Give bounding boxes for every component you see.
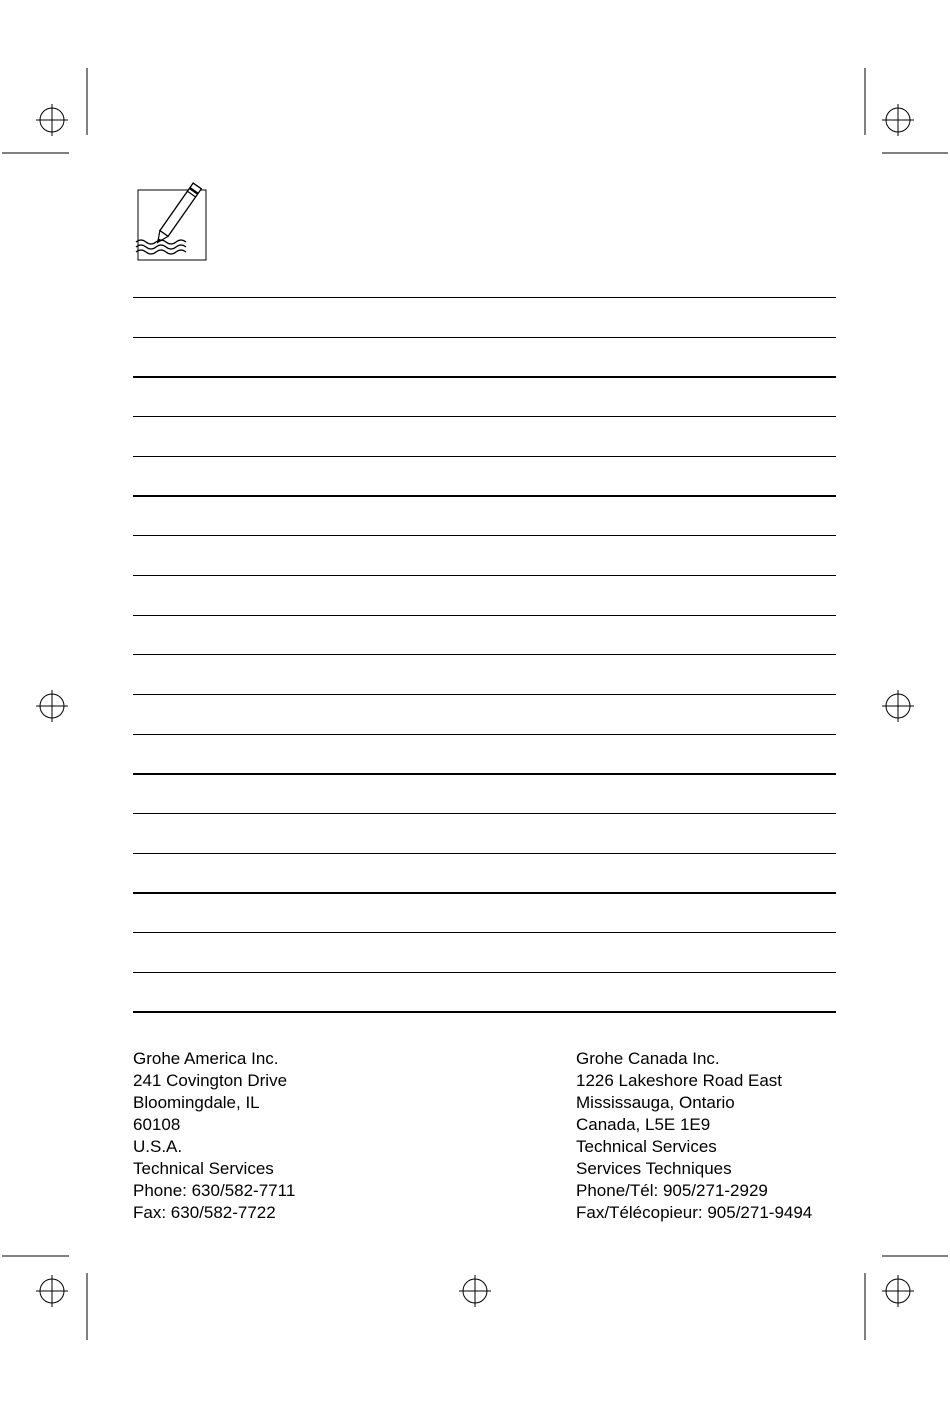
- note-line: [133, 853, 836, 854]
- note-line: [133, 932, 836, 933]
- note-line: [133, 773, 836, 774]
- address-line: Services Techniques: [576, 1159, 732, 1178]
- address-grohe-canada: [576, 1048, 812, 1224]
- address-line: Grohe Canada Inc.: [576, 1049, 720, 1068]
- address-line: Mississauga, Ontario: [576, 1093, 735, 1112]
- note-line: [133, 892, 836, 893]
- note-line: [133, 654, 836, 655]
- address-line: 1226 Lakeshore Road East: [576, 1071, 783, 1090]
- note-line: [133, 1011, 836, 1012]
- address-line: 60108: [133, 1115, 181, 1134]
- address-line: Bloomingdale, IL: [133, 1093, 260, 1112]
- note-line: [133, 734, 836, 735]
- address-line: Grohe America Inc.: [133, 1049, 279, 1068]
- note-line: [133, 376, 836, 377]
- note-lines: [133, 297, 836, 1051]
- note-line: [133, 297, 836, 298]
- note-line: [133, 495, 836, 496]
- address-line: 241 Covington Drive: [133, 1071, 288, 1090]
- note-line: [133, 615, 836, 616]
- address-phone: Phone/Tél: 905/271-2929: [576, 1181, 768, 1200]
- address-fax: Fax/Télécopieur: 905/271-9494: [576, 1203, 813, 1222]
- note-line: [133, 813, 836, 814]
- address-line: U.S.A.: [133, 1137, 183, 1156]
- note-line: [133, 972, 836, 973]
- address-line: Canada, L5E 1E9: [576, 1115, 711, 1134]
- note-line: [133, 575, 836, 576]
- address-line: Technical Services: [576, 1137, 717, 1156]
- address-fax: Fax: 630/582-7722: [133, 1203, 276, 1222]
- address-line: Technical Services: [133, 1159, 274, 1178]
- note-line: [133, 535, 836, 536]
- note-line: [133, 337, 836, 338]
- note-line: [133, 416, 836, 417]
- pencil-writing-icon: [132, 182, 210, 262]
- address-grohe-america: [133, 1048, 295, 1224]
- note-line: [133, 694, 836, 695]
- note-line: [133, 456, 836, 457]
- address-phone: Phone: 630/582-7711: [133, 1181, 296, 1200]
